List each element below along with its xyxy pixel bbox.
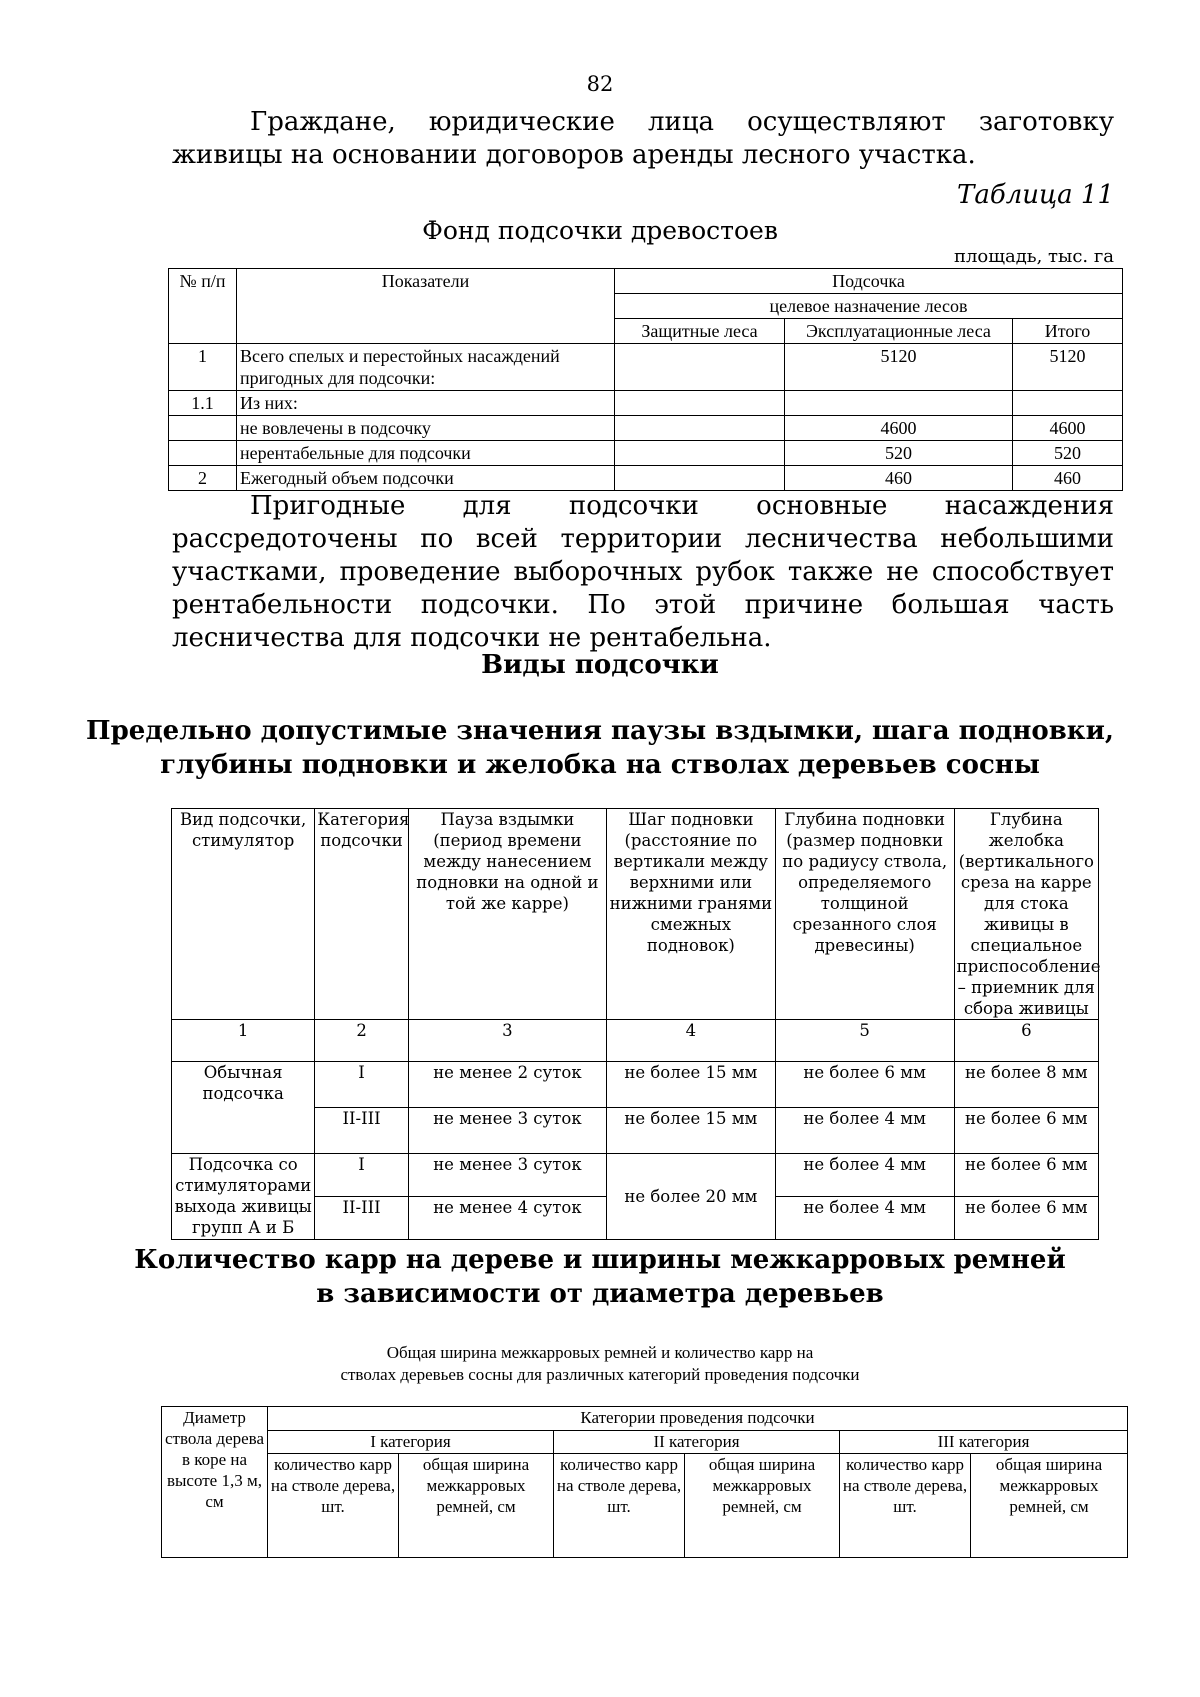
header-type: Вид подсочки, стимулятор: [172, 809, 315, 1020]
row-operational: 4600: [785, 416, 1013, 441]
row-num: [169, 441, 237, 466]
header-categories: Категории проведения подсочки: [268, 1407, 1128, 1431]
header-total: Итого: [1013, 319, 1123, 344]
cell-depth: не более 4 мм: [775, 1108, 954, 1154]
cell-depth: не более 4 мм: [775, 1197, 954, 1240]
paragraph-2-text: Пригодные для подсочки основные насаждения рассредоточены по всей территории лесничества небольшими участками, проведение выборочных рубок также не способствует рентабельности подсочки. По этой причине большая часть лесничества для подсочки не рентабельна.: [172, 491, 1114, 653]
cell-pause: не менее 4 суток: [408, 1197, 606, 1240]
paragraph-2: [172, 490, 1114, 655]
row-operational: 460: [785, 466, 1013, 491]
cell-pause: не менее 3 суток: [408, 1108, 606, 1154]
row-protective: [615, 466, 785, 491]
cell-groove: не более 8 мм: [954, 1062, 1098, 1108]
table-row: [169, 466, 1123, 491]
section3-title-line1: Количество карр на дереве и ширины межкарровых ремней: [134, 1245, 1066, 1275]
row-operational: 520: [785, 441, 1013, 466]
header-protective: Защитные леса: [615, 319, 785, 344]
row-num: 2: [169, 466, 237, 491]
table3-caption-line1: Общая ширина межкарровых ремней и количество карр на: [386, 1343, 814, 1362]
header-purpose: целевое назначение лесов: [615, 294, 1123, 319]
col-number: 5: [775, 1020, 954, 1062]
cell-pause: не менее 2 суток: [408, 1062, 606, 1108]
cell-pause: не менее 3 суток: [408, 1154, 606, 1197]
row-name: нерентабельные для подсочки: [237, 441, 615, 466]
row-name: Ежегодный объем подсочки: [237, 466, 615, 491]
carres-table: [161, 1406, 1128, 1558]
intro-paragraph: [172, 106, 1114, 172]
group-ordinary: Обычная подсочка: [172, 1062, 315, 1154]
cell-category: I: [315, 1062, 409, 1108]
table-label: Таблица 11: [956, 180, 1114, 210]
tapping-fund-table: [168, 268, 1123, 491]
cell-depth: не более 4 мм: [775, 1154, 954, 1197]
header-category-1: I категория: [268, 1430, 554, 1454]
row-total: 4600: [1013, 416, 1123, 441]
col-number: 1: [172, 1020, 315, 1062]
cell-step: не более 15 мм: [607, 1108, 776, 1154]
row-num: 1.1: [169, 391, 237, 416]
header-category-2: II категория: [554, 1430, 840, 1454]
row-num: [169, 416, 237, 441]
header-pause: Пауза вздымки (период времени между нанесением подновки на одной и той же карре): [408, 809, 606, 1020]
cell-category: II-III: [315, 1108, 409, 1154]
table-row: [169, 441, 1123, 466]
col-number: 3: [408, 1020, 606, 1062]
header-width: общая ширина межкарровых ремней, см: [399, 1454, 554, 1558]
cell-depth: не более 6 мм: [775, 1062, 954, 1108]
row-protective: [615, 344, 785, 391]
tapping-limits-table: [171, 808, 1099, 1240]
header-category: Категория подсочки: [315, 809, 409, 1020]
col-number: 4: [607, 1020, 776, 1062]
row-total: 5120: [1013, 344, 1123, 391]
header-tapping: Подсочка: [615, 269, 1123, 294]
group-stimulated: Подсочка со стимуляторами выхода живицы групп А и Б: [172, 1154, 315, 1240]
header-count: количество карр на стволе дерева, шт.: [554, 1454, 685, 1558]
col-number: 6: [954, 1020, 1098, 1062]
header-operational: Эксплуатационные леса: [785, 319, 1013, 344]
row-num: 1: [169, 344, 237, 391]
cell-category: I: [315, 1154, 409, 1197]
col-number: 2: [315, 1020, 409, 1062]
table-row: [172, 1154, 1099, 1197]
cell-groove: не более 6 мм: [954, 1197, 1098, 1240]
header-category-3: III категория: [840, 1430, 1128, 1454]
header-num: № п/п: [169, 269, 237, 344]
row-protective: [615, 391, 785, 416]
row-total: 460: [1013, 466, 1123, 491]
section2-title-line2: глубины подновки и желобка на стволах деревьев сосны: [160, 750, 1040, 780]
header-width: общая ширина межкарровых ремней, см: [971, 1454, 1128, 1558]
cell-category: II-III: [315, 1197, 409, 1240]
section3-title-line2: в зависимости от диаметра деревьев: [316, 1279, 884, 1309]
table-units: площадь, тыс. га: [953, 246, 1114, 267]
cell-step: не более 15 мм: [607, 1062, 776, 1108]
header-width: общая ширина межкарровых ремней, см: [685, 1454, 840, 1558]
row-name: не вовлечены в подсочку: [237, 416, 615, 441]
table3-caption-line2: стволах деревьев сосны для различных категорий проведения подсочки: [340, 1365, 860, 1384]
row-name: Из них:: [237, 391, 615, 416]
row-operational: 5120: [785, 344, 1013, 391]
cell-step: не более 20 мм: [607, 1154, 776, 1240]
row-name: Всего спелых и перестойных насаждений пригодных для подсочки:: [237, 344, 615, 391]
header-count: количество карр на стволе дерева, шт.: [268, 1454, 399, 1558]
table-row: [169, 391, 1123, 416]
row-protective: [615, 416, 785, 441]
table-row: [169, 416, 1123, 441]
header-step: Шаг подновки (расстояние по вертикали между верхними или нижними гранями смежных подновок): [607, 809, 776, 1020]
header-count: количество карр на стволе дерева, шт.: [840, 1454, 971, 1558]
header-indicators: Показатели: [237, 269, 615, 344]
cell-groove: не более 6 мм: [954, 1154, 1098, 1197]
header-depth: Глубина подновки (размер подновки по радиусу ствола, определяемого толщиной срезанного слоя древесины): [775, 809, 954, 1020]
row-total: 520: [1013, 441, 1123, 466]
row-protective: [615, 441, 785, 466]
header-groove: Глубина желобка (вертикального среза на карре для стока живицы в специальное приспособление – приемник для сбора живицы: [954, 809, 1098, 1020]
cell-groove: не более 6 мм: [954, 1108, 1098, 1154]
table-row: [169, 344, 1123, 391]
row-total: [1013, 391, 1123, 416]
row-operational: [785, 391, 1013, 416]
section2-title-line1: Предельно допустимые значения паузы вздымки, шага подновки,: [86, 716, 1114, 746]
intro-text: Граждане, юридические лица осуществляют заготовку живицы на основании договоров аренды лесного участка.: [172, 107, 1114, 170]
section-title: Виды подсочки: [481, 650, 719, 680]
table-row: [172, 1062, 1099, 1108]
page-number: 82: [586, 72, 614, 96]
header-diameter: Диаметр ствола дерева в коре на высоте 1,3 м, см: [162, 1407, 268, 1558]
table-title: Фонд подсочки древостоев: [422, 216, 778, 245]
